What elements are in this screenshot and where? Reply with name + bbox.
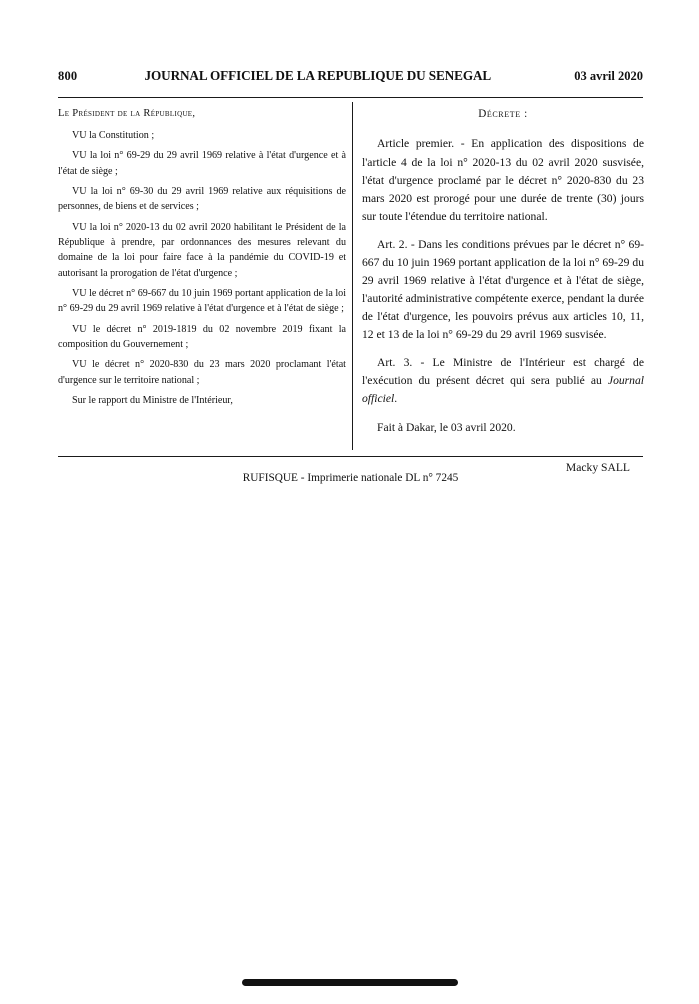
footer-divider [58, 456, 643, 457]
president-heading: Le Président de la République, [58, 108, 196, 119]
left-paragraph: Sur le rapport du Ministre de l'Intérieur, [72, 395, 233, 407]
left-paragraph: VU la loi n° 69-29 du 29 avril 1969 relative à l'état d'urgence et à l'état de siège ; [58, 150, 346, 177]
left-paragraph: VU la loi n° 69-30 du 29 avril 1969 relative aux réquisitions de personnes, de biens et de services ; [58, 186, 346, 213]
article-2: Art. 2. - Dans les conditions prévues par le décret n° 69-667 du 10 juin 1969 portant application de la loi n° 69-29 du 29 avril 1969 relative à l'état d'urgence et à l'état de siège, l'autorité administrative compétente exerce, pendant la durée de l'état d'urgence, les pouvoirs prévus aux articles 10, 11, 12 et 13 de la loi n° 69-29 du 29 avril 1969 susvisée. [362, 237, 644, 342]
signature: Macky SALL [565, 460, 630, 474]
decrete-heading: Décrete : [478, 108, 528, 120]
journal-officiel-italic: Journal officiel [362, 374, 644, 406]
left-paragraph: VU la loi n° 2020-13 du 02 avril 2020 habilitant le Président de la République à prendre, par ordonnances des mesures relevant du domaine de la loi pour faire face à la pandémie du COVID-19 et autorisant la prorogation de l'état d'urgence ; [58, 221, 346, 279]
article-3-text: Art. 3. - Le Ministre de l'Intérieur est chargé de l'exécution du présent décret qui sera publié au [362, 356, 644, 388]
home-indicator[interactable] [242, 979, 458, 986]
journal-title: JOURNAL OFFICIEL DE LA REPUBLIQUE DU SENEGAL [144, 68, 492, 83]
article-1: Article premier. - En application des dispositions de l'article 4 de la loi n° 2020-13 du 02 avril 2020 susvisée, l'état d'urgence proclamé par le décret n° 2020-830 du 23 mars 2020 est prorogé pour une durée de trente (30) jours sur toute l'étendue du territoire national. [362, 137, 644, 223]
right-column [362, 106, 644, 477]
left-column [58, 106, 346, 413]
place-date: Fait à Dakar, le 03 avril 2020. [377, 420, 516, 434]
article-3-period: . [394, 392, 398, 406]
left-paragraph: VU le décret n° 2020-830 du 23 mars 2020 proclamant l'état d'urgence sur le territoire national ; [58, 359, 346, 386]
footer-imprint: RUFISQUE - Imprimerie nationale DL n° 7245 [242, 472, 459, 484]
left-paragraph: VU le décret n° 69-667 du 10 juin 1969 portant application de la loi n° 69-29 du 29 avril 1969 relative à l'état d'urgence et à l'état de siège ; [58, 288, 346, 315]
header-date: 03 avril 2020 [574, 69, 643, 83]
left-paragraph: VU le décret n° 2019-1819 du 02 novembre 2019 fixant la composition du Gouvernement ; [58, 323, 346, 351]
page-header [58, 68, 643, 90]
article-3 [362, 354, 644, 408]
header-divider [58, 97, 643, 98]
page-number: 800 [58, 69, 78, 83]
column-divider [352, 102, 353, 450]
left-paragraph: VU la Constitution ; [72, 130, 155, 142]
